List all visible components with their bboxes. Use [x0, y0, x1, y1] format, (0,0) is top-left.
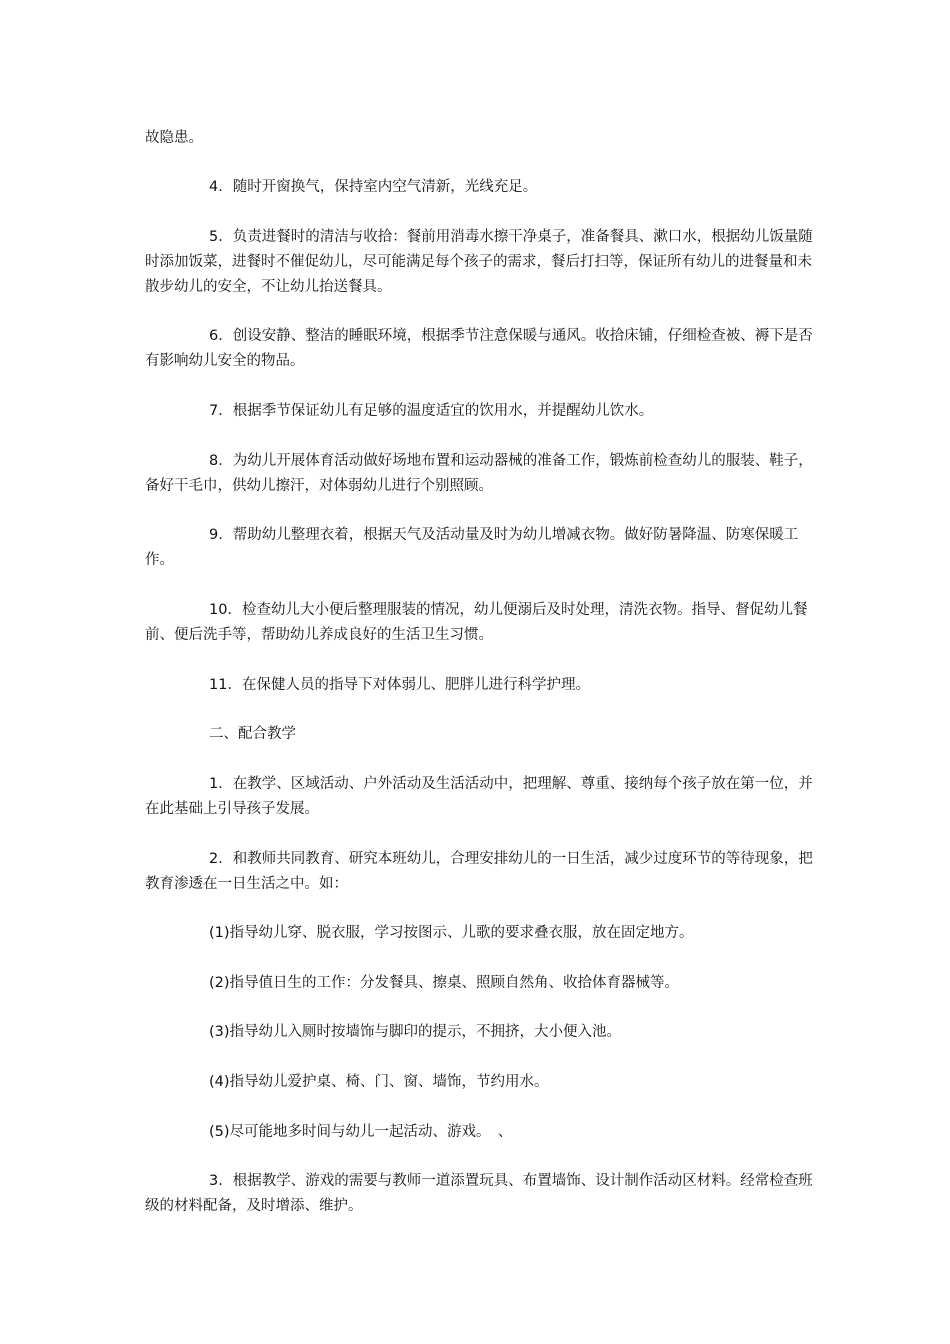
sub-item-2: (2)指导值日生的工作：分发餐具、擦桌、照顾自然角、收拾体育器械等。: [209, 975, 680, 991]
paragraph-teaching-1: 1．在教学、区域活动、户外活动及生活活动中，把理解、尊重、接纳每个孩子放在第一位，并在此基础上引导孩子发展。: [145, 776, 813, 817]
sub-item-4: (4)指导幼儿爱护桌、椅、门、窗、墙饰，节约用水。: [209, 1074, 549, 1090]
paragraph-item-11: 11．在保健人员的指导下对体弱儿、肥胖儿进行科学护理。: [209, 677, 590, 693]
sub-item-5: (5)尽可能地多时间与幼儿一起活动、游戏。 、: [209, 1124, 513, 1140]
section-heading: 二、配合教学: [209, 726, 296, 742]
paragraph-item-9: 9．帮助幼儿整理衣着，根据天气及活动量及时为幼儿增减衣物。做好防暑降温、防寒保暖工作。: [145, 527, 799, 568]
paragraph-item-5: 5．负责进餐时的清洁与收拾：餐前用消毒水擦干净桌子，准备餐具、漱口水，根据幼儿饭量随时添加饭菜，进餐时不催促幼儿，尽可能满足每个孩子的需求，餐后打扫等，保证所有幼儿的进餐量和未散步幼儿的安全，不让幼儿抬送餐具。: [145, 229, 813, 295]
paragraph-teaching-2: 2．和教师共同教育、研究本班幼儿，合理安排幼儿的一日生活，减少过度环节的等待现象，把教育渗透在一日生活之中。如：: [145, 851, 813, 892]
sub-item-3: (3)指导幼儿入厕时按墙饰与脚印的提示，不拥挤，大小便入池。: [209, 1024, 622, 1040]
paragraph-item-4: 4．随时开窗换气，保持室内空气清新，光线充足。: [209, 179, 538, 195]
sub-item-1: (1)指导幼儿穿、脱衣服，学习按图示、儿歌的要求叠衣服，放在固定地方。: [209, 925, 694, 941]
paragraph-teaching-3: 3．根据教学、游戏的需要与教师一道添置玩具、布置墙饰、设计制作活动区材料。经常检查班级的材料配备，及时增添、维护。: [145, 1173, 813, 1214]
paragraph-continuation: 故隐患。: [145, 130, 203, 146]
paragraph-item-6: 6．创设安静、整洁的睡眠环境，根据季节注意保暖与通风。收拾床铺，仔细检查被、褥下是否有影响幼儿安全的物品。: [145, 328, 813, 369]
paragraph-item-7: 7．根据季节保证幼儿有足够的温度适宜的饮用水，并提醒幼儿饮水。: [209, 403, 654, 419]
paragraph-item-8: 8．为幼儿开展体育活动做好场地布置和运动器械的准备工作，锻炼前检查幼儿的服装、鞋子，备好干毛巾，供幼儿擦汗，对体弱幼儿进行个别照顾。: [145, 453, 813, 494]
paragraph-item-10: 10．检查幼儿大小便后整理服装的情况，幼儿便溺后及时处理，清洗衣物。指导、督促幼儿餐前、便后洗手等，帮助幼儿养成良好的生活卫生习惯。: [145, 602, 808, 643]
